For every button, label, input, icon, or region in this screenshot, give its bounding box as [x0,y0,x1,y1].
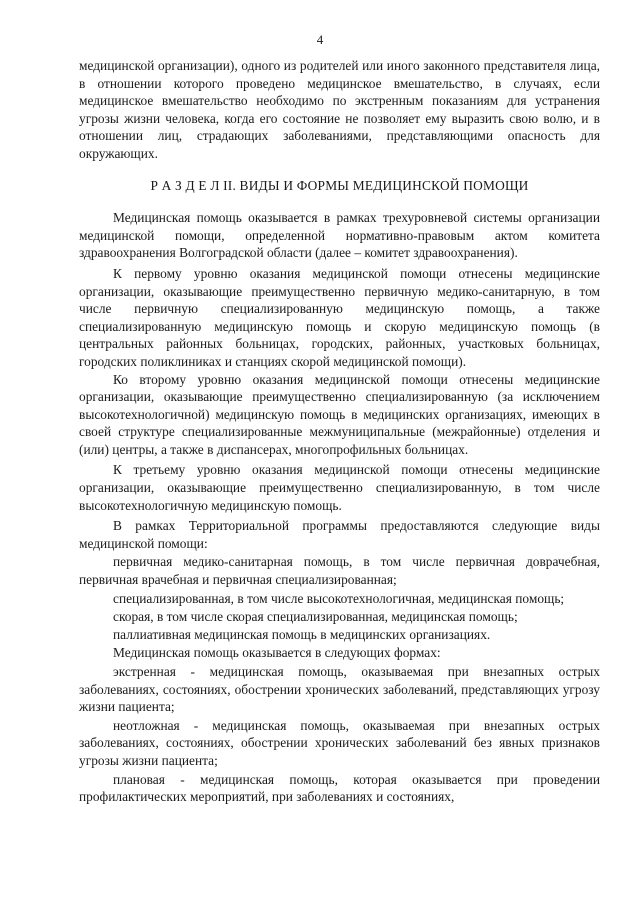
list-item-form-urgent: неотложная - медицинская помощь, оказываемая при внезапных острых заболеваниях, состояниях, обострении хронических заболеваний без явных признаков угрозы жизни пациента; [79,717,600,768]
paragraph-forms-intro: Медицинская помощь оказывается в следующих формах: [113,645,441,661]
list-item-primary-care: первичная медико-санитарная помощь, в том числе первичная доврачебная, первичная врачебная и первичная специализированная; [79,554,600,588]
list-item-form-emergency: экстренная - медицинская помощь, оказываемая при внезапных острых заболеваниях, состояниях, обострении хронических заболеваний, представляющих угрозу жизни пациента; [79,664,600,715]
intro-paragraph: медицинской организации), одного из родителей или иного законного представителя лица, в отношении которого проведено медицинское вмешательство, в случаях, если медицинское вмешательство необходимо по экстренным показаниям для устранения угрозы жизни человека, когда его состояние не позволяет ему выразить свою волю, и в отношении лиц, страдающих заболеваниями, представляющими опасность для окружающих. [79,58,600,161]
paragraph-three-level-system: Медицинская помощь оказывается в рамках трехуровневой системы организации медицинской помощи, определенной нормативно-правовым актом комитета здравоохранения Волгоградской области (далее – комитет здравоохранения). [79,210,600,261]
list-item-form-planned: плановая - медицинская помощь, которая оказывается при проведении профилактических мероприятий, при заболеваниях и состояниях, [79,771,600,805]
paragraph-third-level: К третьему уровню оказания медицинской помощи отнесены медицинские организации, оказывающие преимущественно специализированную, в том числе высокотехнологичную медицинскую помощь. [79,462,600,513]
page-number: 4 [316,32,324,47]
paragraph-second-level: Ко второму уровню оказания медицинской помощи отнесены медицинские организации, оказывающие преимущественно специализированную (за исключением высокотехнологичной) медицинскую помощь в медицинских организациях, имеющих в своей структуре специализированные межмуниципальные (межрайонные) отделения и (или) центры, а также в диспансерах, многопрофильных больницах. [79,371,600,457]
list-item-specialized-care: специализированная, в том числе высокотехнологичная, медицинская помощь; [113,590,565,606]
paragraph-first-level: К первому уровню оказания медицинской помощи отнесены медицинские организации, оказывающие преимущественно первичную медико-санитарную, в том числе первичную специализированную медицинскую помощь, а также специализированную медицинскую помощь и скорую медицинскую помощь (в центральных районных больницах, городских, районных, участковых больницах, городских поликлиниках и станциях скорой медицинской помощи). [79,265,600,369]
paragraph-types-intro: В рамках Территориальной программы предоставляются следующие виды медицинской помощи: [79,518,600,551]
document-body [79,57,600,806]
list-item-emergency-care: скорая, в том числе скорая специализированная, медицинская помощь; [113,609,518,625]
section-title: Р А З Д Е Л II. ВИДЫ И ФОРМЫ МЕДИЦИНСКОЙ ПОМОЩИ [150,177,529,193]
list-item-palliative-care: паллиативная медицинская помощь в медицинских организациях. [113,626,491,642]
